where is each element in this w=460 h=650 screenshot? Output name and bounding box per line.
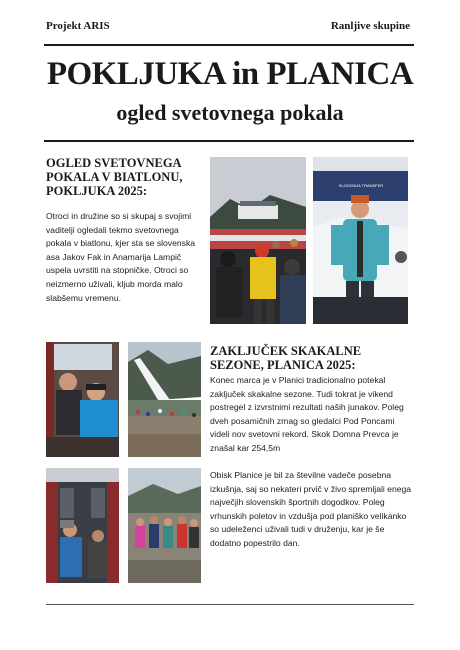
section-planica-heading: ZAKLJUČEK SKAKALNE SEZONE, PLANICA 2025: <box>210 344 362 372</box>
page-subtitle: ogled svetovnega pokala <box>116 100 344 125</box>
section-planica-text-2: Obisk Planice je bil za številne vadeče posebna izkušnja, saj so nekateri prvič v živo spremljali enega največjih slovenskih športnih dogodkov. Poleg vrhunskih poletov in vzdušja pod planiško velikanko so udeleženci uživali tudi v druženju, kar je še dodatno popestrilo dan. <box>210 470 412 548</box>
title-rule <box>44 140 414 142</box>
section-biathlon-text: Otroci in družine so si skupaj s svojimi vaditelji ogledali tekmo svetovnega pokala v biatlonu, kjer sta se slovenska asa Jakov Fak in Anamarija Lampič uspela uvrstiti na stopničke. Otroci so neizmerno uživali, kljub morda malo slabšemu vremenu. <box>46 211 196 303</box>
top-rule <box>44 44 414 46</box>
section-biathlon-heading: OGLED SVETOVNEGA POKALA V BIATLONU, POKLJUKA 2025: <box>46 156 183 198</box>
planica-ski-jump-hill-photo <box>128 342 201 457</box>
bottom-rule <box>46 604 414 605</box>
pokljuka-crowd-photo <box>210 157 306 324</box>
planica-group-photo <box>128 468 201 583</box>
section-planica-text-1: Konec marca je v Planici tradicionalno potekal zaključek skakalne sezone. Tudi tokrat je vikend postregel z izvrstnimi rezultati naših junakov. Poleg dveh posamičnih zmag so gledalci Pod Poncami videli nov svetovni rekord. Skok Domna Prevca je znašal kar 254,5m <box>210 375 404 453</box>
page-title: POKLJUKA in PLANICA <box>46 56 414 92</box>
planica-bus-selfie-photo <box>46 342 119 457</box>
bus-interior-photo <box>46 468 119 583</box>
sign-text: SLOVENIJA TRANSFER <box>338 183 384 188</box>
header-category: Ranljive skupine <box>330 20 410 32</box>
pokljuka-smiling-woman-photo <box>313 157 408 324</box>
header-project-name: Projekt ARIS <box>46 20 110 32</box>
